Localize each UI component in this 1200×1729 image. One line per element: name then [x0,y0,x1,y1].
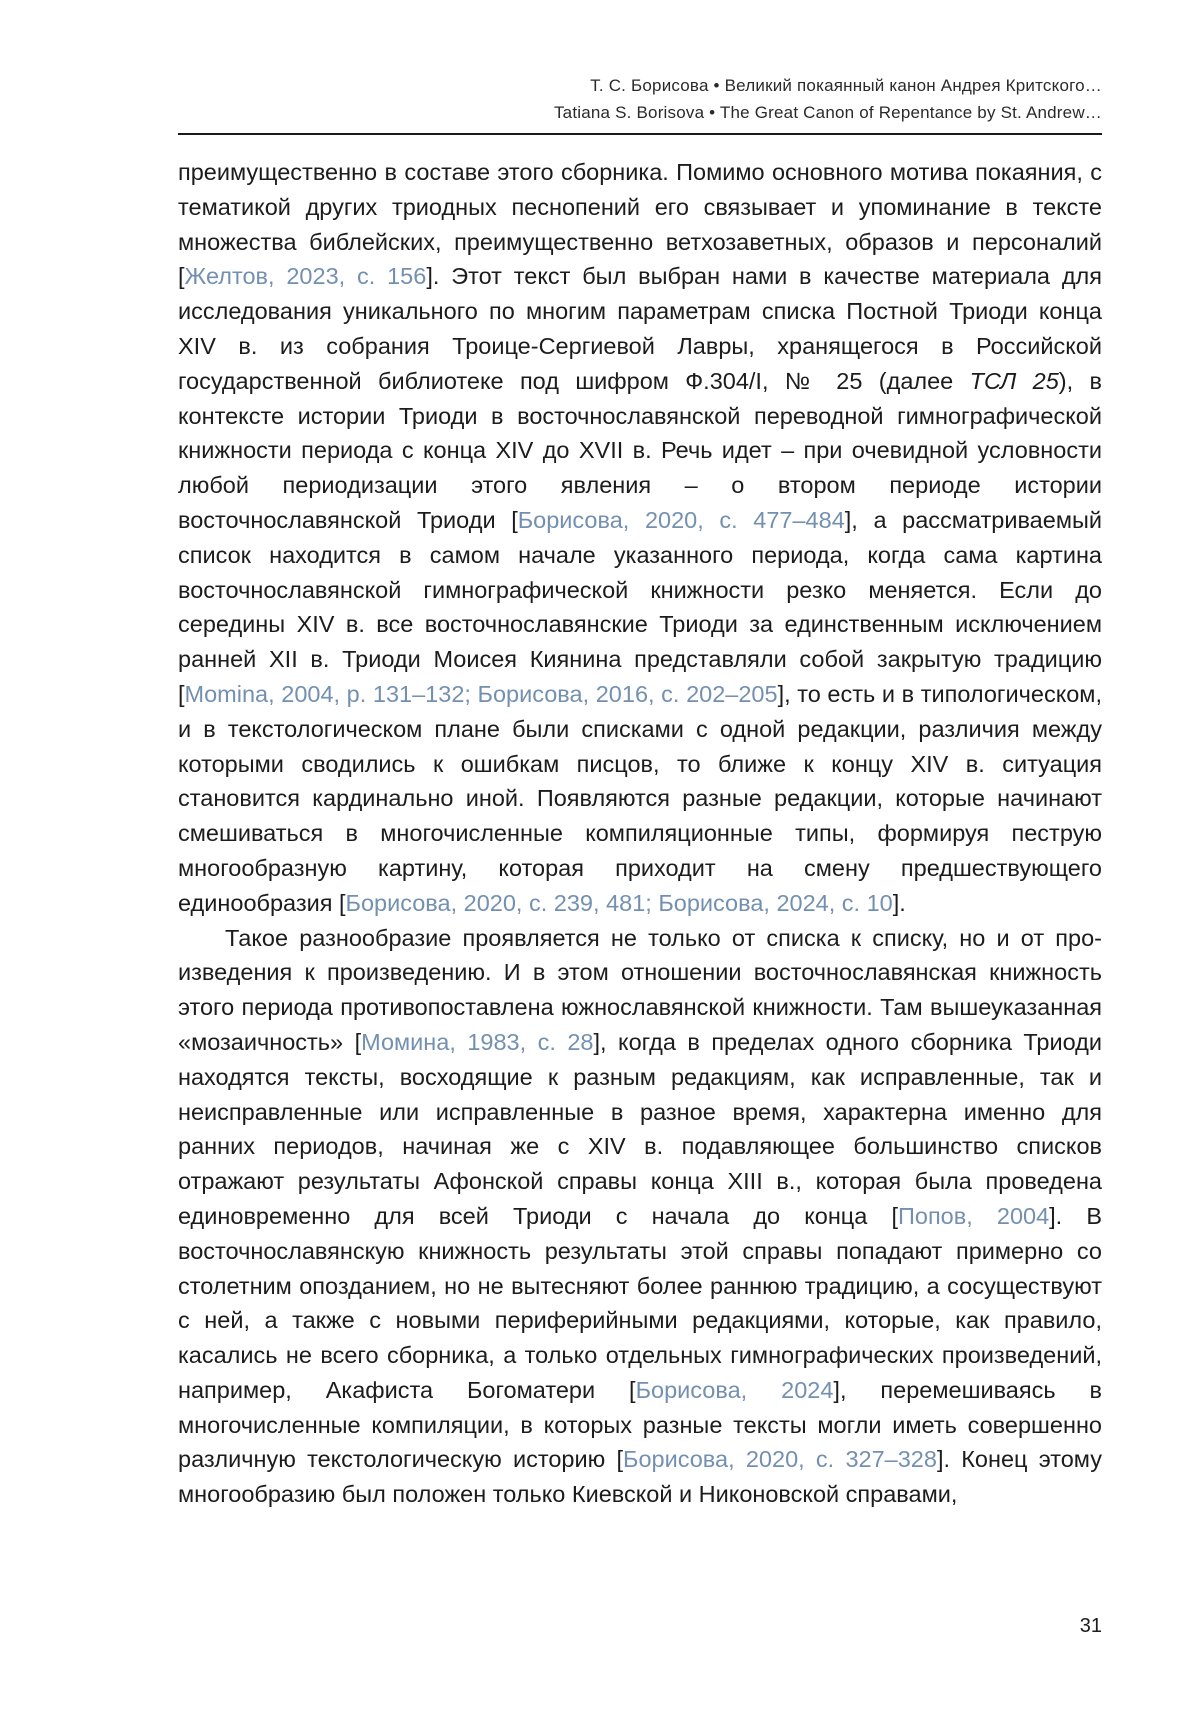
citation-link[interactable]: Борисова, 2024 [635,1376,834,1403]
citation-link[interactable]: Momina, 2004, p. 131–132; Борисова, 2016, с. 202–205 [184,680,778,707]
text-segment: ], а рассматриваемый список находится в самом начале указанного периода, когда сама картина восточнославянской гимнографической книжности резко меняется. Если до середины XIV в. все восточнославянские Триоди за единственным исключением ранней XII в. Триоди Моисея Киянина представляли собой закрытую традицию [ [178,506,1102,707]
text-segment: ]. Этот текст был выбран нами в качестве материала для исследования уникального по многим параметрам списка Постной Триоди конца XIV в. из собрания Троице-Сергиевой Лавры, хранящегося в Российской государственной библиотеке под шифром Ф.304/I, № 25 (далее [178,263,1102,394]
text-segment: ]. [892,889,906,916]
header-rule [178,133,1102,135]
running-head [102,72,1102,126]
text-segment: ], когда в пределах одного сборника Триоди находятся тексты, восходящие к разным редакциям, как исправленные, так и неисправленные или исправленные в разное время, характерна именно для ранних периодов, начиная же с XIV в. подавляющее большинство списков отражают результаты Афонской справы конца XIII в., которая была проведена единовременно для всей Триоди с начала до конца [ [178,1028,1102,1229]
paragraph-continued [178,155,1102,921]
text-segment: преимущественно в составе этого сборника. Помимо основного мотива покаяния, с тематикой других триодных песнопений его связывает и упоминание в тексте множества библейских, преимущественно ветхозаветных, образов и персоналий [ [178,159,1102,290]
page-number: 31 [1079,1615,1102,1637]
text-segment: ), в контексте истории Триоди в восточнославянской переводной гимнографической книжности периода с конца XIV до XVII в. Речь идет – при очевидной условности любой периодизации этого явления – о втором периоде истории восточнославянской Триоди [ [178,367,1102,533]
text-segment: ]. В восточнославянскую книжность результаты этой справы попадают примерно со столетним опозданием, но не вытесняют более раннюю традицию, а сосуществуют с ней, а также с новыми периферийными редакциями, которые, как правило, касались не всего сборника, а только отдельных гимнографических произведений, например, Акафиста Богоматери [ [178,1202,1103,1403]
citation-link[interactable]: Борисова, 2020, с. 327–328 [623,1446,937,1473]
abbreviation: ТСЛ 25 [969,367,1059,394]
article-body [178,155,1102,1512]
text-segment: ]. Конец этому многообразию был положен только Киевской и Никоновской справами, [178,1446,1102,1508]
citation-link[interactable]: Момина, 1983, с. 28 [361,1028,594,1055]
citation-link[interactable]: Попов, 2004 [897,1202,1050,1229]
text-segment: ], то есть и в типологическом, и в текстологическом плане были списками с одной редакции, различия между которыми сводились к ошибкам писцов, то ближе к концу XIV в. ситуация становится кардинально иной. Появляются разные редакции, которые начинают смешиваться в многочисленные компиляционные типы, формируя пеструю многообразную картину, которая приходит на смену предшествующего единообразия [ [178,680,1102,916]
text-segment: Такое разнообразие проявляется не только от списка к списку, но и от произведения к произведению. И в этом отношении восточнославянская книжность этого периода противопоставлена южнославянской книжности. Там вышеуказанная «мозаичность» [ [178,924,1102,1055]
paragraph [178,921,1102,1513]
citation-link[interactable]: Борисова, 2020, с. 477–484 [517,506,845,533]
text-segment: ], перемешиваясь в многочисленные компиляции, в которых разные тексты могли иметь совершенно различную текстологическую историю [ [178,1376,1103,1473]
running-head-english: Tatiana S. Borisova • The Great Canon of Repentance by St. Andrew… [553,103,1102,122]
citation-link[interactable]: Борисова, 2020, с. 239, 481; Борисова, 2024, с. 10 [345,889,893,916]
running-head-russian: Т. С. Борисова • Великий покаянный канон Андрея Критского… [590,76,1102,95]
citation-link[interactable]: Желтов, 2023, с. 156 [184,263,427,290]
